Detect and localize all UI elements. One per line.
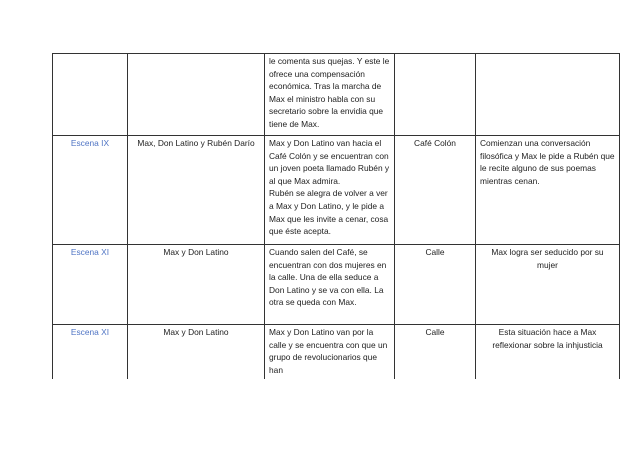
characters-cell: Max, Don Latino y Rubén Darío	[128, 136, 265, 245]
comment-cell: Max logra ser seducido por su mujer	[476, 245, 620, 325]
summary-cell	[265, 136, 395, 245]
table-row	[53, 136, 620, 245]
table-row	[53, 325, 620, 380]
summary-paragraph: Rubén se alegra de volver a ver a Max y Don Latino, y le pide a Max que les invite a cenar, cosa que éste acepta.	[269, 188, 389, 237]
characters-cell: Max y Don Latino	[128, 245, 265, 325]
scene-cell: Escena XI	[53, 325, 128, 380]
scene-cell	[53, 54, 128, 136]
document-table	[52, 53, 620, 379]
comment-cell: Esta situación hace a Max reflexionar sobre la inhjusticia	[476, 325, 620, 380]
summary-cell	[265, 245, 395, 325]
summary-cell	[265, 325, 395, 380]
summary-paragraph: le comenta sus quejas. Y este le ofrece una compensación económica. Tras la marcha de Max el ministro habla con su secretario sobre la envidia que tiene de Max.	[269, 56, 390, 129]
comment-cell	[476, 54, 620, 136]
comment-cell: Comienzan una conversación filosófica y Max le pide a Rubén que le recite alguno de sus poemas mientras cenan.	[476, 136, 620, 245]
place-cell	[395, 54, 476, 136]
table-row	[53, 54, 620, 136]
summary-cell	[265, 54, 395, 136]
scene-cell: Escena IX	[53, 136, 128, 245]
table-row	[53, 245, 620, 325]
summary-paragraph: Max y Don Latino van por la calle y se encuentra con que un grupo de revolucionarios que han	[269, 327, 388, 375]
summary-paragraph: Cuando salen del Café, se encuentran con dos mujeres en la calle. Una de ella seduce a Don Latino y se va con ella. La otra se queda con Max.	[269, 247, 387, 308]
place-cell: Calle	[395, 325, 476, 380]
summary-paragraph: Max y Don Latino van hacia el Café Colón y se encuentran con un joven poeta llamado Rubén y al que Max admira.	[269, 138, 390, 186]
characters-cell: Max y Don Latino	[128, 325, 265, 380]
place-cell: Calle	[395, 245, 476, 325]
characters-cell	[128, 54, 265, 136]
scene-cell: Escena XI	[53, 245, 128, 325]
place-cell: Café Colón	[395, 136, 476, 245]
